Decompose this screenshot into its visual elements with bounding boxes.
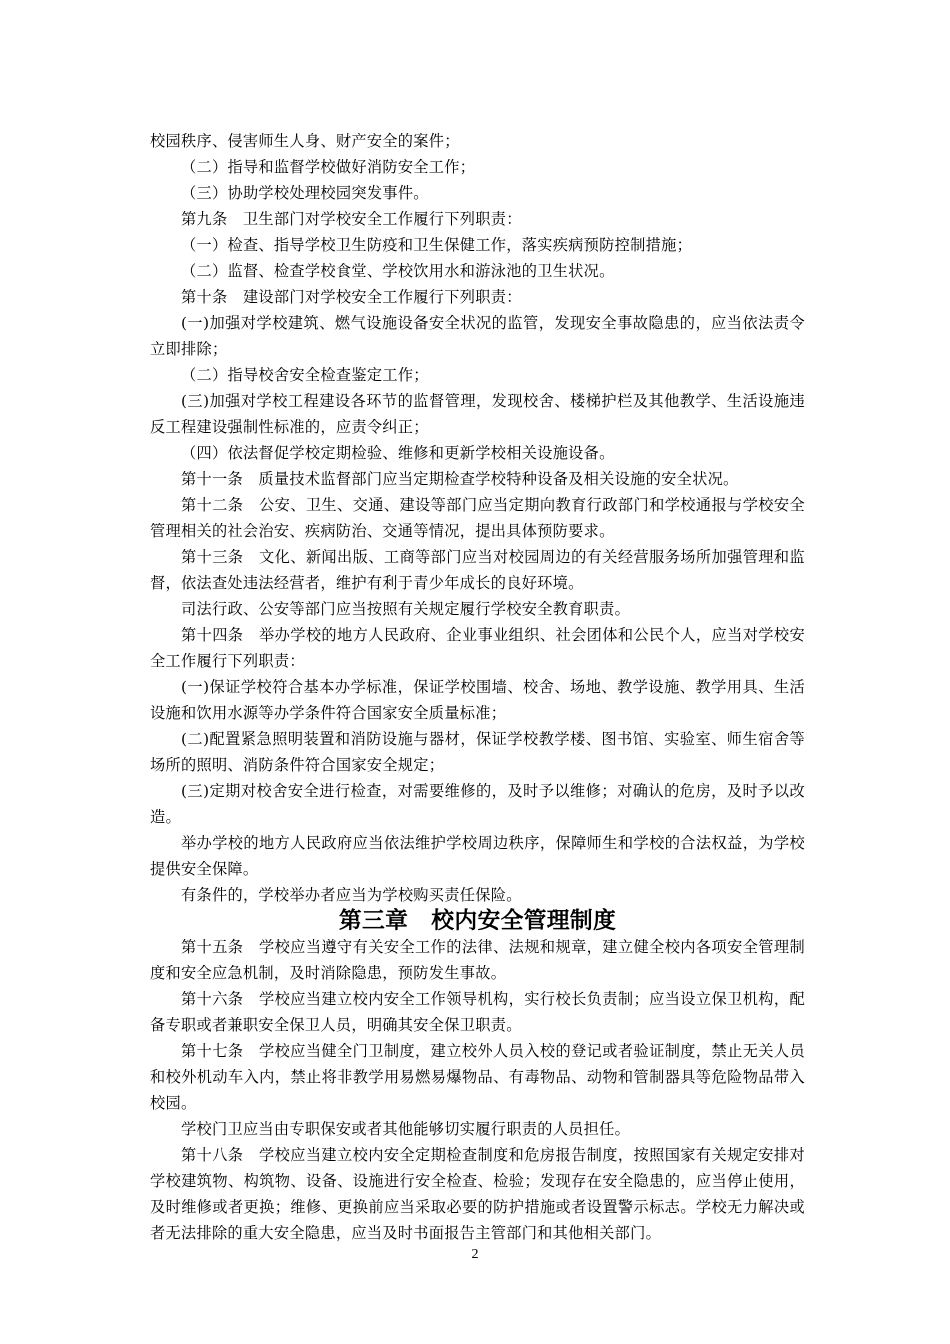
article-paragraph: 第十二条 公安、卫生、交通、建设等部门应当定期向教育行政部门和学校通报与学校安全管理相关的社会治安、疾病防治、交通等情况，提出具体预防要求。: [150, 496, 805, 540]
page-number: 2: [471, 1247, 479, 1262]
article-paragraph: 第九条 卫生部门对学校安全工作履行下列职责：: [181, 210, 522, 228]
paragraph: (一)加强对学校建筑、燃气设施设备安全状况的监管，发现安全事故隐患的，应当依法责令立即排除；: [150, 314, 805, 358]
paragraph: (二)配置紧急照明装置和消防设施与器材，保证学校教学楼、图书馆、实验室、师生宿舍等场所的照明、消防条件符合国家安全规定；: [150, 730, 805, 774]
paragraph: 校园秩序、侵害师生人身、财产安全的案件；: [150, 132, 460, 150]
chapter-heading: 第三章 校内安全管理制度: [338, 908, 617, 934]
article-paragraph: 第十六条 学校应当建立校内安全工作领导机构，实行校长负责制；应当设立保卫机构，配备专职或者兼职安全保卫人员，明确其安全保卫职责。: [150, 990, 805, 1034]
paragraph: （四）依法督促学校定期检验、维修和更新学校相关设施设备。: [181, 444, 615, 462]
article-paragraph: 第十三条 文化、新闻出版、工商等部门应当对校园周边的有关经营服务场所加强管理和监督，依法查处违法经营者，维护有利于青少年成长的良好环境。: [150, 548, 805, 592]
paragraph: 有条件的，学校举办者应当为学校购买责任保险。: [181, 886, 522, 904]
paragraph: 司法行政、公安等部门应当按照有关规定履行学校安全教育职责。: [181, 600, 631, 618]
article-paragraph: 第十七条 学校应当健全门卫制度，建立校外人员入校的登记或者验证制度，禁止无关人员和校外机动车入内，禁止将非教学用易燃易爆物品、有毒物品、动物和管制器具等危险物品带入校园。: [150, 1042, 805, 1112]
paragraph: （二）监督、检查学校食堂、学校饮用水和游泳池的卫生状况。: [181, 262, 615, 280]
paragraph: （二）指导和监督学校做好消防安全工作；: [181, 158, 476, 176]
paragraph: （二）指导校舍安全检查鉴定工作；: [181, 366, 429, 384]
article-paragraph: 第十八条 学校应当建立校内安全定期检查制度和危房报告制度，按照国家有关规定安排对学校建筑物、构筑物、设备、设施进行安全检查、检验；发现存在安全隐患的，应当停止使用，及时维修或者更换；维修、更换前应当采取必要的防护措施或者设置警示标志。学校无力解决或者无法排除的重大安全隐患，应当及时书面报告主管部门和其他相关部门。: [150, 1146, 805, 1242]
paragraph: (三)加强对学校工程建设各环节的监督管理，发现校舍、楼梯护栏及其他教学、生活设施违反工程建设强制性标准的，应责令纠正；: [150, 392, 805, 436]
document-body: [150, 128, 805, 1246]
article-paragraph: 第十五条 学校应当遵守有关安全工作的法律、法规和规章，建立健全校内各项安全管理制度和安全应急机制，及时消除隐患，预防发生事故。: [150, 938, 805, 982]
paragraph: (一)保证学校符合基本办学标准，保证学校围墙、校舍、场地、教学设施、教学用具、生活设施和饮用水源等办学条件符合国家安全质量标准；: [150, 678, 805, 722]
paragraph: 举办学校的地方人民政府应当依法维护学校周边秩序，保障师生和学校的合法权益，为学校提供安全保障。: [150, 834, 805, 878]
paragraph: （一）检查、指导学校卫生防疫和卫生保健工作，落实疾病预防控制措施；: [181, 236, 693, 254]
paragraph: 学校门卫应当由专职保安或者其他能够切实履行职责的人员担任。: [181, 1120, 631, 1138]
paragraph: （三）协助学校处理校园突发事件。: [181, 184, 429, 202]
article-paragraph: 第十条 建设部门对学校安全工作履行下列职责：: [181, 288, 522, 306]
paragraph: (三)定期对校舍安全进行检查，对需要维修的，及时予以维修；对确认的危房，及时予以改造。: [150, 782, 805, 826]
article-paragraph: 第十一条 质量技术监督部门应当定期检查学校特种设备及相关设施的安全状况。: [181, 470, 739, 488]
article-paragraph: 第十四条 举办学校的地方人民政府、企业事业组织、社会团体和公民个人，应当对学校安全工作履行下列职责：: [150, 626, 805, 670]
